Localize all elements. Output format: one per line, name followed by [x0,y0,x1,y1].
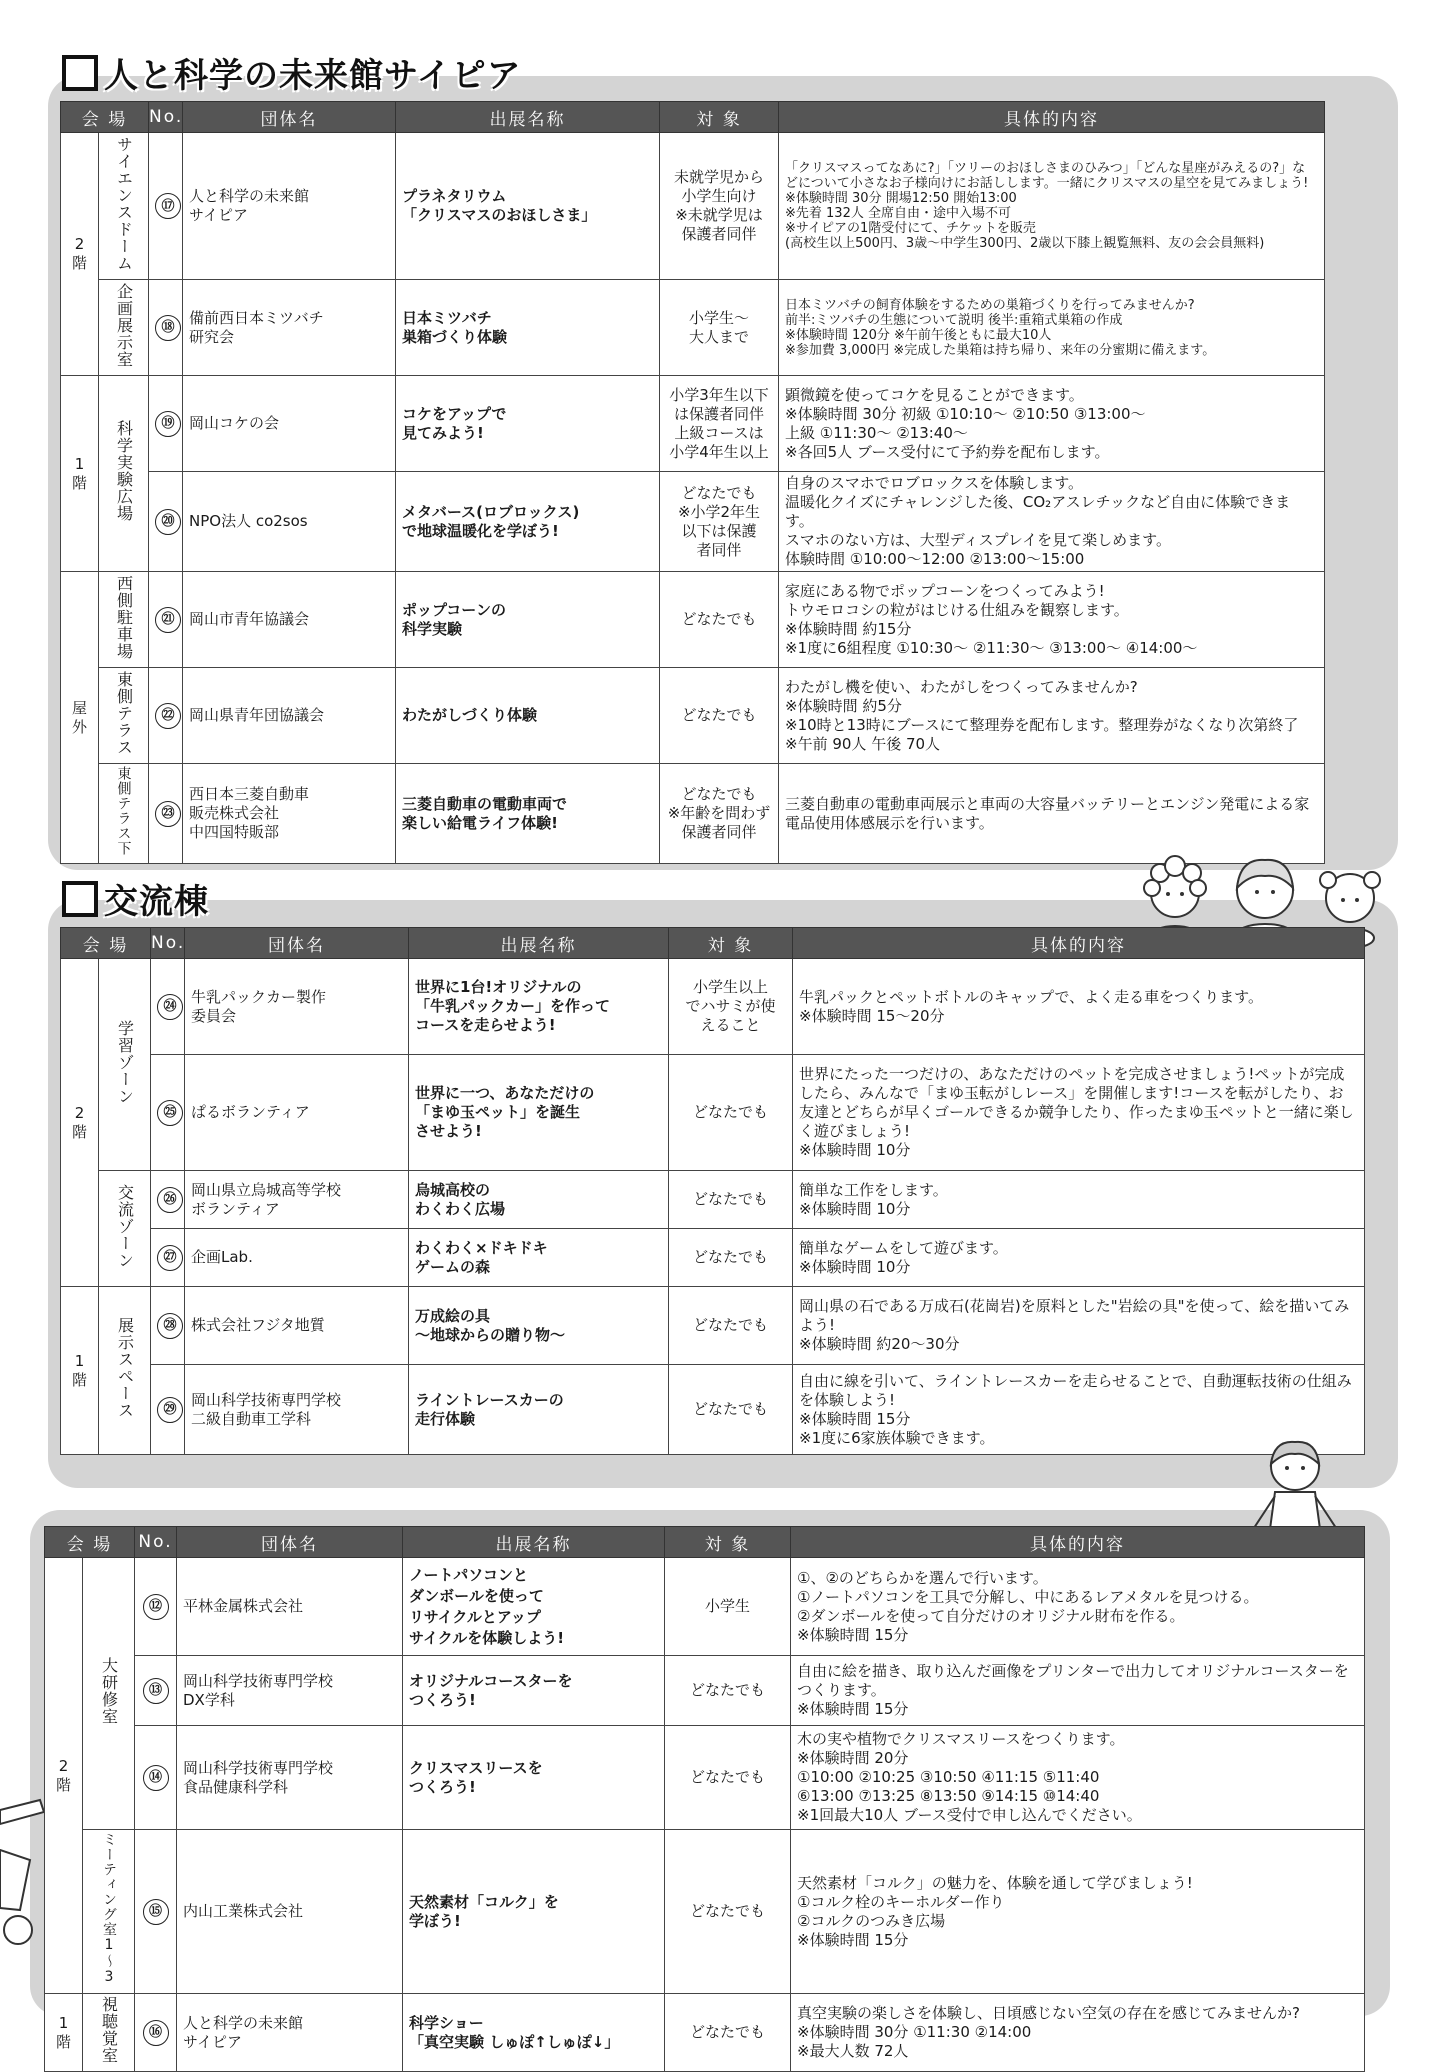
circled-number: ⑬ [143,1678,169,1704]
exhibit-title: プラネタリウム 「クリスマスのおほしさま」 [396,133,660,280]
header-venue: 会 場 [61,928,151,959]
target-audience: どなたでも [660,572,779,668]
section-title-2 [62,874,209,923]
exhibit-detail: 「クリスマスってなあに?」「ツリーのおほしさまのひみつ」「どんな星座がみえるの?」などについて小さなお子様向けにお話しします。一緒にクリスマスの星空を見てみましょう! ※体験時間 30分 開場12:50 開始13:00 ※先着 132人 全席自由・途中入場不可 ※サイピアの1階受付にて、チケットを販売 (高校生以上500円、3歳～中学生300円、2歳以下膝上観覧無料、友の会会員無料) [779,133,1325,280]
floor-label: 1 階 [45,1994,83,2072]
org-name: 備前西日本ミツバチ 研究会 [183,280,396,376]
venue-cell [99,1171,151,1287]
table-row [45,1558,1365,1656]
number-cell [151,1365,185,1455]
table-row [61,472,1325,572]
stretching-figure-illustration [0,1790,50,1960]
table-row [45,1726,1365,1830]
number-cell [149,764,183,864]
org-name: 人と科学の未来館 サイピア [177,1994,403,2072]
exhibit-title: 世界に一つ、あなただけの 「まゆ玉ペット」を誕生 させよう! [409,1055,669,1171]
exhibit-detail: 家庭にある物でポップコーンをつくってみよう! トウモロコシの粒がはじける仕組みを観察します。 ※体験時間 約15分 ※1度に6組程度 ①10:30～ ②11:30～ ③13:00～ ④14:00～ [779,572,1325,668]
exhibit-detail: 天然素材「コルク」の魅力を、体験を通して学びましょう! ①コルク栓のキーホルダー作り ②コルクのつみき広場 ※体験時間 15分 [791,1830,1365,1994]
table-row [61,1055,1365,1171]
org-name: ぱるボランティア [185,1055,409,1171]
circled-number: ⑳ [155,509,181,535]
number-cell [135,1726,177,1830]
section-square-icon [62,55,98,91]
exhibit-title: 三菱自動車の電動車両で 楽しい給電ライフ体験! [396,764,660,864]
target-audience: どなたでも [665,1656,791,1726]
floor-label: 1 階 [61,1287,99,1455]
header-venue: 会 場 [45,1527,135,1558]
floor-label: 屋 外 [61,572,99,864]
table-row [61,959,1365,1055]
floor-label: 2 階 [61,959,99,1287]
event-table-1 [60,101,1325,864]
exhibit-title: 万成絵の具 ～地球からの贈り物～ [409,1287,669,1365]
table-row [61,1229,1365,1287]
table-row [45,1994,1365,2072]
target-audience: 未就学児から 小学生向け ※未就学児は 保護者同伴 [660,133,779,280]
venue-label: 企画展示室 [114,282,134,368]
exhibit-title: ライントレースカーの 走行体験 [409,1365,669,1455]
org-name: 西日本三菱自動車 販売株式会社 中四国特販部 [183,764,396,864]
exhibit-title: クリスマスリースを つくろう! [403,1726,665,1830]
venue-label: ミーティング室1～3 [101,1832,117,1986]
circled-number: ㉔ [157,994,183,1020]
number-cell [151,1287,185,1365]
exhibit-title: 天然素材「コルク」を 学ぼう! [403,1830,665,1994]
circled-number: ㉙ [157,1397,183,1423]
target-audience: どなたでも ※年齢を問わず 保護者同伴 [660,764,779,864]
org-name: 岡山科学技術専門学校 二級自動車工学科 [185,1365,409,1455]
number-cell [149,133,183,280]
event-table-2 [60,927,1365,1455]
table-row [61,572,1325,668]
exhibit-detail: 世界にたった一つだけの、あなただけのペットを完成させましょう!ペットが完成したら、みんなで「まゆ玉転がしレース」を開催します!コースを転がしたり、お友達とどちらが早くゴールできるか競争したり、作ったまゆ玉ペットと一緒に楽しく遊びましょう! ※体験時間 10分 [793,1055,1365,1171]
venue-cell [99,376,149,572]
target-audience: 小学生以上 でハサミが使 えること [669,959,793,1055]
section-title-1 [62,48,522,97]
table-row [61,668,1325,764]
header-detail: 具体的内容 [793,928,1365,959]
number-cell [151,1171,185,1229]
exhibit-title: コケをアップで 見てみよう! [396,376,660,472]
venue-label: 西側駐車場 [114,574,134,660]
table-header [61,102,1325,133]
venue-cell [99,668,149,764]
venue-label: 学習ゾーン [115,1019,135,1105]
exhibit-title: 科学ショー 「真空実験 しゅぽ↑しゅぽ↓」 [403,1994,665,2072]
exhibit-detail: 簡単なゲームをして遊びます。 ※体験時間 10分 [793,1229,1365,1287]
number-cell [149,572,183,668]
exhibit-detail: 自由に絵を描き、取り込んだ画像をプリンターで出力してオリジナルコースターをつくります。 ※体験時間 15分 [791,1656,1365,1726]
header-title: 出展名称 [409,928,669,959]
org-name: 平林金属株式会社 [177,1558,403,1656]
org-name: 企画Lab. [185,1229,409,1287]
org-name: 岡山県青年団協議会 [183,668,396,764]
org-name: 岡山県立烏城高等学校 ボランティア [185,1171,409,1229]
number-cell [149,668,183,764]
header-target: 対 象 [665,1527,791,1558]
exhibit-title: 世界に1台!オリジナルの 「牛乳パックカー」を作って コースを走らせよう! [409,959,669,1055]
header-org: 団体名 [177,1527,403,1558]
org-name: 内山工業株式会社 [177,1830,403,1994]
target-audience: どなたでも [669,1055,793,1171]
venue-cell [99,959,151,1171]
table-row [61,1171,1365,1229]
event-table-3 [44,1526,1365,2072]
target-audience: どなたでも [660,668,779,764]
circled-number: ㉕ [157,1100,183,1126]
circled-number: ㉑ [155,607,181,633]
venue-label: 科学実験広場 [114,420,134,522]
exhibit-detail: 顕微鏡を使ってコケを見ることができます。 ※体験時間 30分 初級 ①10:10～ ②10:50 ③13:00～ 上級 ①11:30～ ②13:40～ ※各回5人 ブース受付にて予約券を配布します。 [779,376,1325,472]
circled-number: ⑮ [143,1899,169,1925]
table-row [61,1287,1365,1365]
header-org: 団体名 [185,928,409,959]
header-title: 出展名称 [396,102,660,133]
exhibit-detail: 三菱自動車の電動車両展示と車両の大容量バッテリーとエンジン発電による家電品使用体感展示を行います。 [779,764,1325,864]
venue-label: 視聴覚室 [99,1996,119,2064]
exhibit-detail: わたがし機を使い、わたがしをつくってみませんか? ※体験時間 約5分 ※10時と13時にブースにて整理券を配布します。整理券がなくなり次第終了 ※午前 90人 午後 70人 [779,668,1325,764]
exhibit-detail: 自身のスマホでロブロックスを体験します。 温暖化クイズにチャレンジした後、CO₂アスレチックなど自由に体験できます。 スマホのない方は、大型ディスプレイを見て楽しめます。 体験時間 ①10:00～12:00 ②13:00～15:00 [779,472,1325,572]
exhibit-title: わたがしづくり体験 [396,668,660,764]
circled-number: ⑰ [155,193,181,219]
exhibit-detail: 木の実や植物でクリスマスリースをつくります。 ※体験時間 20分 ①10:00 ②10:25 ③10:50 ④11:15 ⑤11:40 ⑥13:00 ⑦13:25 ⑧13:50 ⑨14:15 ⑩14:40 ※1回最大10人 ブース受付で申し込んでください。 [791,1726,1365,1830]
venue-label: 大研修室 [99,1657,119,1725]
exhibit-detail: ①、②のどちらかを選んで行います。 ①ノートパソコンを工具で分解し、中にあるレアメタルを見つける。 ②ダンボールを使って自分だけのオリジナル財布を作る。 ※体験時間 15分 [791,1558,1365,1656]
table-header [45,1527,1365,1558]
number-cell [149,472,183,572]
number-cell [151,959,185,1055]
table-row [45,1656,1365,1726]
header-no: No. [151,928,185,959]
venue-label: 東側テラス下 [115,766,132,856]
exhibit-detail: 岡山県の石である万成石(花崗岩)を原料とした"岩絵の具"を使って、絵を描いてみよう! ※体験時間 約20～30分 [793,1287,1365,1365]
exhibit-title: ノートパソコンと ダンボールを使って リサイクルとアップ サイクルを体験しよう! [403,1558,665,1656]
floor-label: 2 階 [45,1558,83,1994]
org-name: NPO法人 co2sos [183,472,396,572]
org-name: 人と科学の未来館 サイピア [183,133,396,280]
exhibit-title: 日本ミツバチ 巣箱づくり体験 [396,280,660,376]
header-no: No. [149,102,183,133]
org-name: 株式会社フジタ地質 [185,1287,409,1365]
circled-number: ⑯ [143,2020,169,2046]
venue-cell [83,1558,135,1830]
header-title: 出展名称 [403,1527,665,1558]
table-header [61,928,1365,959]
venue-cell [99,133,149,280]
number-cell [135,1656,177,1726]
floor-label: 2 階 [61,133,99,376]
table-row [45,1830,1365,1994]
table-row [61,1365,1365,1455]
header-target: 対 象 [660,102,779,133]
section-title-text: 人と科学の未来館サイピア [104,56,522,96]
circled-number: ㉘ [157,1313,183,1339]
table-row [61,280,1325,376]
target-audience: 小学生～ 大人まで [660,280,779,376]
org-name: 岡山科学技術専門学校 DX学科 [177,1656,403,1726]
exhibit-detail: 簡単な工作をします。 ※体験時間 10分 [793,1171,1365,1229]
number-cell [149,280,183,376]
exhibit-title: メタバース(ロブロックス) で地球温暖化を学ぼう! [396,472,660,572]
venue-label: 東側テラス [114,670,134,756]
exhibit-title: オリジナルコースターを つくろう! [403,1656,665,1726]
number-cell [151,1229,185,1287]
circled-number: ㉗ [157,1245,183,1271]
number-cell [151,1055,185,1171]
target-audience: どなたでも [665,1830,791,1994]
org-name: 岡山市青年協議会 [183,572,396,668]
venue-label: 展示スペース [115,1317,135,1419]
exhibit-title: ポップコーンの 科学実験 [396,572,660,668]
venue-cell [83,1830,135,1994]
target-audience: どなたでも [669,1171,793,1229]
target-audience: どなたでも [669,1365,793,1455]
venue-cell [99,572,149,668]
target-audience: 小学3年生以下 は保護者同伴 上級コースは 小学4年生以上 [660,376,779,472]
venue-cell [99,764,149,864]
table-row [61,376,1325,472]
target-audience: どなたでも [665,1994,791,2072]
target-audience: どなたでも [669,1287,793,1365]
circled-number: ⑲ [155,411,181,437]
number-cell [149,376,183,472]
header-detail: 具体的内容 [779,102,1325,133]
header-no: No. [135,1527,177,1558]
org-name: 岡山科学技術専門学校 食品健康科学科 [177,1726,403,1830]
exhibit-detail: 牛乳パックとペットボトルのキャップで、よく走る車をつくります。 ※体験時間 15～20分 [793,959,1365,1055]
circled-number: ㉒ [155,703,181,729]
exhibit-detail: 自由に線を引いて、ライントレースカーを走らせることで、自動運転技術の仕組みを体験しよう! ※体験時間 15分 ※1度に6家族体験できます。 [793,1365,1365,1455]
target-audience: どなたでも [665,1726,791,1830]
org-name: 岡山コケの会 [183,376,396,472]
target-audience: どなたでも [669,1229,793,1287]
table-row [61,133,1325,280]
number-cell [135,1994,177,2072]
circled-number: ㉖ [157,1187,183,1213]
venue-label: サイエンスドーム [114,135,134,272]
venue-cell [99,280,149,376]
number-cell [135,1558,177,1656]
section-title-text: 交流棟 [104,882,209,922]
exhibit-detail: 真空実験の楽しさを体験し、日頃感じない空気の存在を感じてみませんか? ※体験時間 30分 ①11:30 ②14:00 ※最大人数 72人 [791,1994,1365,2072]
circled-number: ㉓ [155,801,181,827]
floor-label: 1 階 [61,376,99,572]
venue-label: 交流ゾーン [115,1183,135,1269]
exhibit-title: 烏城高校の わくわく広場 [409,1171,669,1229]
header-org: 団体名 [183,102,396,133]
section-square-icon [62,881,98,917]
header-detail: 具体的内容 [791,1527,1365,1558]
org-name: 牛乳パックカー製作 委員会 [185,959,409,1055]
header-target: 対 象 [669,928,793,959]
circled-number: ⑭ [143,1765,169,1791]
circled-number: ⑫ [143,1594,169,1620]
venue-cell [83,1994,135,2072]
venue-cell [99,1287,151,1455]
circled-number: ⑱ [155,315,181,341]
exhibit-detail: 日本ミツバチの飼育体験をするための巣箱づくりを行ってみませんか? 前半:ミツバチの生態について説明 後半:重箱式巣箱の作成 ※体験時間 120分 ※午前午後ともに最大10人 ※参加費 3,000円 ※完成した巣箱は持ち帰り、来年の分蜜期に備えます。 [779,280,1325,376]
exhibit-title: わくわく×ドキドキ ゲームの森 [409,1229,669,1287]
number-cell [135,1830,177,1994]
target-audience: どなたでも ※小学2年生 以下は保護 者同伴 [660,472,779,572]
header-venue: 会 場 [61,102,149,133]
target-audience: 小学生 [665,1558,791,1656]
